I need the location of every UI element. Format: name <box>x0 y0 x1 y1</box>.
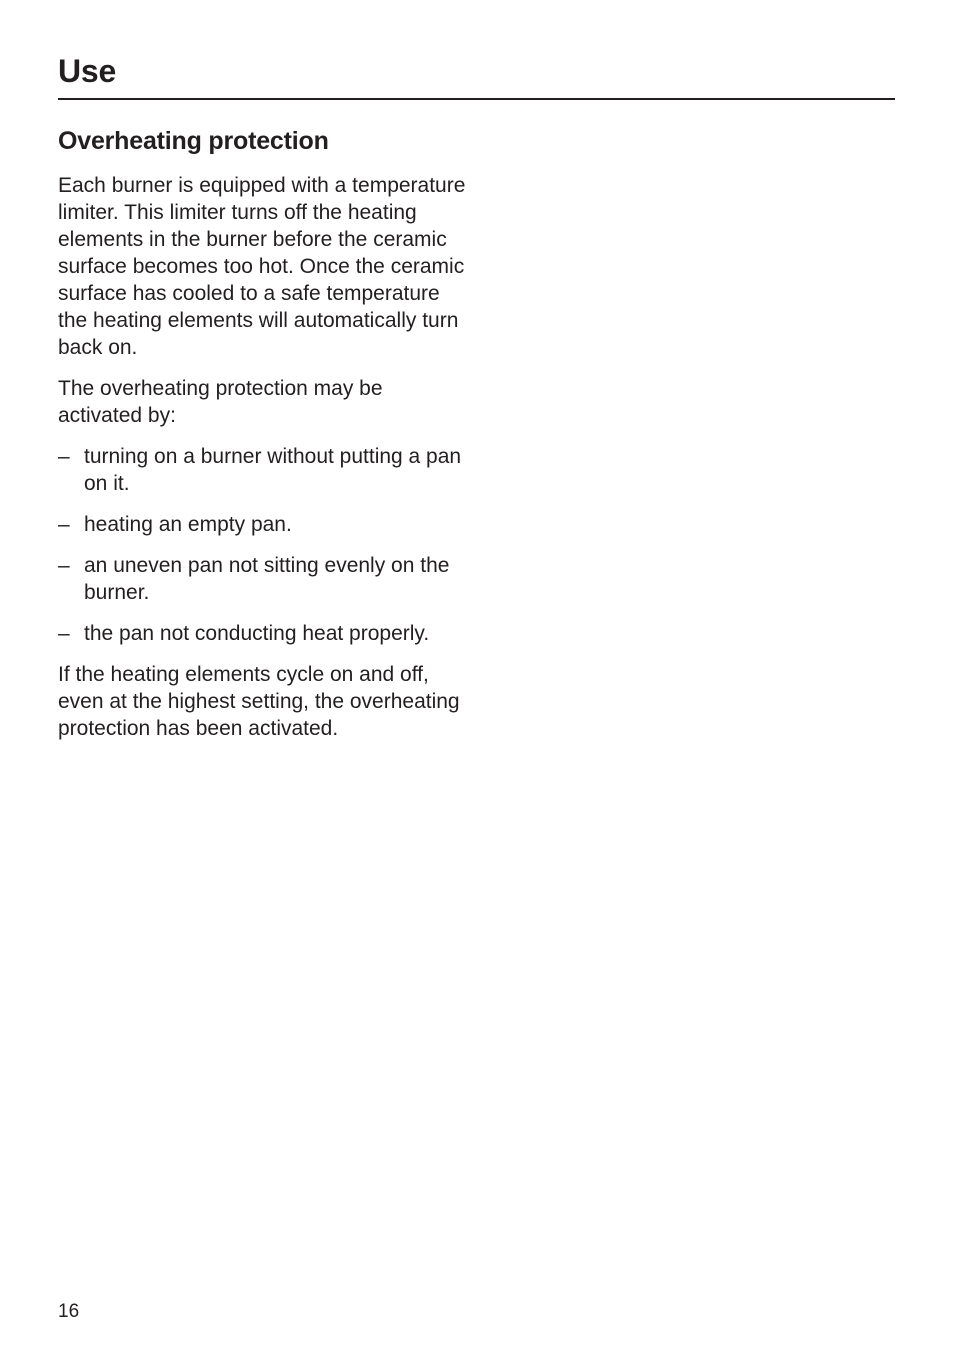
list-item-text: an uneven pan not sitting evenly on the burner. <box>84 554 450 604</box>
list-item <box>58 552 468 606</box>
list-item-text: the pan not conducting heat properly. <box>84 622 430 645</box>
list-item <box>58 620 468 647</box>
page-number: 16 <box>58 1301 80 1322</box>
list-item-text: turning on a burner without putting a pan on it. <box>84 445 462 495</box>
lead-in-paragraph: The overheating protection may be activated by: <box>58 377 383 427</box>
closing-paragraph: If the heating elements cycle on and off, even at the highest setting, the overheating protection has been activated. <box>58 663 460 740</box>
list-item-text: heating an empty pan. <box>84 513 292 536</box>
section-divider <box>58 98 895 100</box>
activation-causes-list <box>58 443 468 647</box>
intro-paragraph: Each burner is equipped with a temperature limiter. This limiter turns off the heating elements in the burner before the ceramic surface becomes too hot. Once the ceramic surface has cooled to a safe temperature the heating elements will automatically turn back on. <box>58 174 466 359</box>
list-item <box>58 443 468 497</box>
dash-marker: – <box>58 513 70 536</box>
section-title: Use <box>58 53 117 89</box>
dash-marker: – <box>58 445 70 468</box>
subheading: Overheating protection <box>58 127 329 155</box>
text-column <box>58 124 468 756</box>
dash-marker: – <box>58 554 70 577</box>
list-item <box>58 511 468 538</box>
dash-marker: – <box>58 622 70 645</box>
